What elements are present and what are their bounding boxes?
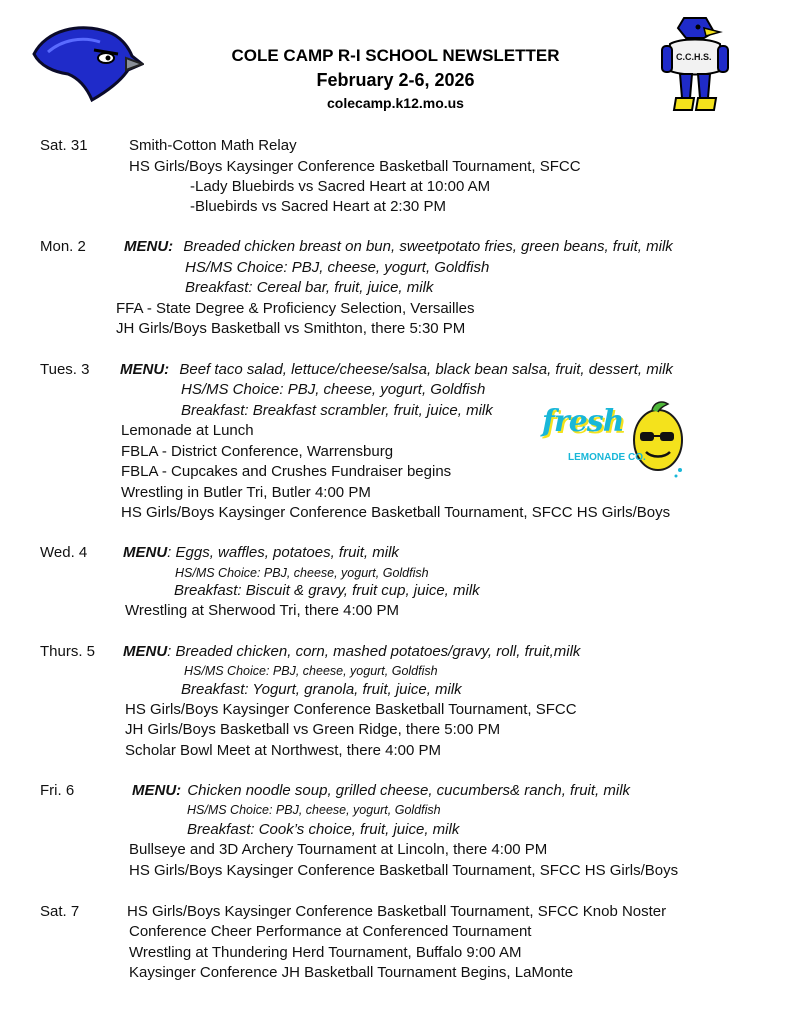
event-item: Bullseye and 3D Archery Tournament at Lincoln, there 4:00 PM [129, 841, 548, 858]
event-item: JH Girls/Boys Basketball vs Smithton, there 5:30 PM [116, 320, 466, 337]
event-item: HS Girls/Boys Kaysinger Conference Basketball Tournament, SFCC HS Girls/Boys [129, 862, 679, 879]
day-label-fri6: Fri. 6 [40, 782, 75, 799]
event-item: Wrestling in Butler Tri, Butler 4:00 PM [121, 484, 371, 501]
fresh-lemonade-logo [540, 398, 688, 482]
event-item: HS Girls/Boys Kaysinger Conference Basketball Tournament, SFCC HS Girls/Boys [121, 504, 671, 521]
choice-line: HS/MS Choice: PBJ, cheese, yogurt, Goldfish [185, 259, 490, 276]
mascot-shirt-text: C.C.H.S. [676, 52, 712, 62]
menu-text: Breaded chicken breast on bun, sweetpotato fries, green beans, fruit, milk [183, 238, 673, 255]
menu-label: MENU: [132, 782, 182, 799]
menu-text: : Breaded chicken, corn, mashed potatoes/gravy, roll, fruit,milk [167, 643, 581, 660]
menu-line [120, 361, 673, 379]
choice-line: HS/MS Choice: PBJ, cheese, yogurt, Goldfish [181, 381, 486, 398]
menu-text: Chicken noodle soup, grilled cheese, cucumbers& ranch, fruit, milk [187, 782, 631, 799]
menu-line [132, 782, 630, 800]
menu-text: Beef taco salad, lettuce/cheese/salsa, black bean salsa, fruit, dessert, milk [179, 361, 673, 378]
day-label-thu5: Thurs. 5 [40, 643, 96, 660]
event-item: HS Girls/Boys Kaysinger Conference Basketball Tournament, SFCC [125, 701, 577, 718]
day-label-sat31: Sat. 31 [40, 137, 88, 154]
event-item: HS Girls/Boys Kaysinger Conference Basketball Tournament, SFCC [129, 158, 581, 175]
menu-label: MENU: [124, 238, 174, 255]
event-item: Scholar Bowl Meet at Northwest, there 4:00 PM [125, 742, 441, 759]
breakfast-line: Breakfast: Cereal bar, fruit, juice, milk [185, 279, 434, 296]
menu-line [123, 643, 580, 661]
event-item: FFA - State Degree & Proficiency Selection, Versailles [116, 300, 475, 317]
event-item: -Lady Bluebirds vs Sacred Heart at 10:00 AM [190, 178, 491, 195]
newsletter-dates: February 2-6, 2026 [316, 70, 475, 90]
event-item: FBLA - District Conference, Warrensburg [121, 443, 394, 460]
menu-label: MENU [123, 643, 168, 660]
menu-line [124, 238, 673, 256]
event-item: Lemonade at Lunch [121, 422, 254, 439]
event-item: FBLA - Cupcakes and Crushes Fundraiser begins [121, 463, 452, 480]
choice-line: HS/MS Choice: PBJ, cheese, yogurt, Goldfish [175, 566, 429, 580]
newsletter-title: COLE CAMP R-I SCHOOL NEWSLETTER [231, 46, 560, 65]
event-item: HS Girls/Boys Kaysinger Conference Basketball Tournament, SFCC Knob Noster [127, 903, 667, 920]
event-item: -Bluebirds vs Sacred Heart at 2:30 PM [190, 198, 446, 215]
event-item: Conference Cheer Performance at Conferenced Tournament [129, 923, 532, 940]
day-label-mon2: Mon. 2 [40, 238, 86, 255]
breakfast-line: Breakfast: Biscuit & gravy, fruit cup, juice, milk [174, 582, 480, 599]
event-item: JH Girls/Boys Basketball vs Green Ridge, there 5:00 PM [125, 721, 501, 738]
menu-text: : Eggs, waffles, potatoes, fruit, milk [167, 544, 399, 561]
breakfast-line: Breakfast: Yogurt, granola, fruit, juice, milk [181, 681, 462, 698]
day-label-wed4: Wed. 4 [40, 544, 88, 561]
school-website: colecamp.k12.mo.us [327, 95, 464, 111]
menu-label: MENU: [120, 361, 170, 378]
day-label-tue3: Tues. 3 [40, 361, 90, 378]
event-item: Wrestling at Sherwood Tri, there 4:00 PM [125, 602, 400, 619]
breakfast-line: Breakfast: Cook’s choice, fruit, juice, milk [187, 821, 460, 838]
event-item: Smith-Cotton Math Relay [129, 137, 297, 154]
breakfast-line: Breakfast: Breakfast scrambler, fruit, juice, milk [181, 402, 493, 419]
menu-line [123, 544, 399, 562]
event-item: Kaysinger Conference JH Basketball Tournament Begins, LaMonte [129, 964, 574, 981]
day-label-sat7: Sat. 7 [40, 903, 80, 920]
choice-line: HS/MS Choice: PBJ, cheese, yogurt, Goldfish [184, 664, 438, 678]
choice-line: HS/MS Choice: PBJ, cheese, yogurt, Goldfish [187, 803, 441, 817]
event-item: Wrestling at Thundering Herd Tournament, Buffalo 9:00 AM [129, 944, 522, 961]
logo-brand-line1: fresh [542, 404, 624, 439]
menu-label: MENU [123, 544, 168, 561]
logo-brand-line2: LEMONADE CO. [568, 452, 646, 463]
